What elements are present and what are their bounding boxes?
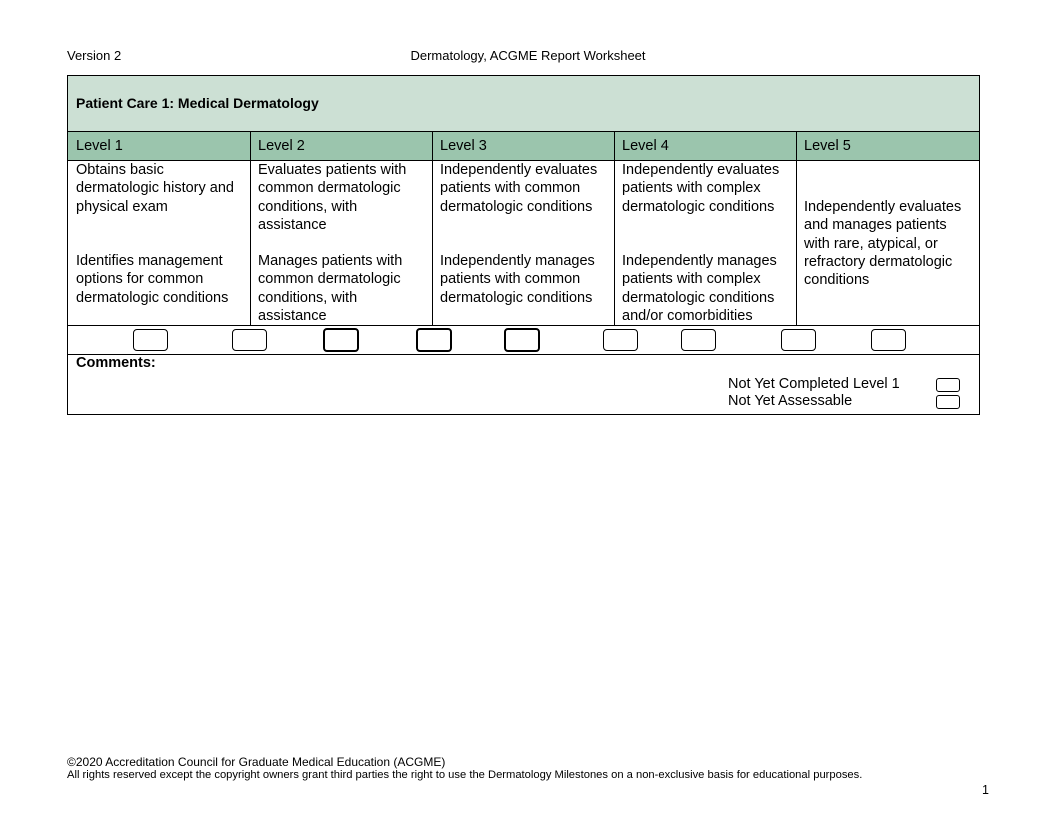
rating-checkbox-2[interactable] [232,329,267,351]
level-1-milestone-evaluate: Obtains basic dermatologic history and physical exam [76,162,234,215]
rating-checkbox-3[interactable] [323,328,359,352]
page-number: 1 [982,783,989,797]
rating-checkbox-6[interactable] [603,329,638,351]
level-4-header: Level 4 [622,138,669,154]
row-divider [68,325,979,326]
column-divider [796,132,797,325]
level-3-header: Level 3 [440,138,487,154]
level-5-milestone: Independently evaluates and manages patients with rare, atypical, or refractory dermatologic conditions [804,199,962,289]
column-divider [250,132,251,325]
milestone-table [67,75,980,415]
version-label: Version 2 [67,48,122,63]
not-yet-assessable-checkbox[interactable] [936,395,960,409]
level-2-milestone-manage: Manages patients with common dermatologic conditions, with assistance [258,253,403,324]
level-2-milestone-evaluate: Evaluates patients with common dermatologic conditions, with assistance [258,162,407,233]
rights-notice: All rights reserved except the copyright owners grant third parties the right to use the Dermatology Milestones on a non-exclusive basis for educational purposes. [67,769,863,781]
rating-checkbox-7[interactable] [681,329,716,351]
rating-checkbox-4[interactable] [416,328,452,352]
level-3-milestone-evaluate: Independently evaluates patients with common dermatologic conditions [440,162,598,215]
copyright-notice: ©2020 Accreditation Council for Graduate Medical Education (ACGME) [67,755,446,769]
worksheet-title: Dermatology, ACGME Report Worksheet [410,48,646,63]
rating-checkbox-1[interactable] [133,329,168,351]
column-divider [432,132,433,325]
level-5-header: Level 5 [804,138,851,154]
not-yet-assessable-label: Not Yet Assessable [728,393,853,409]
subcompetency-title: Patient Care 1: Medical Dermatology [76,95,319,111]
rating-checkbox-9[interactable] [871,329,906,351]
subcompetency-title-band [68,76,979,132]
row-divider [68,354,979,355]
level-1-header: Level 1 [76,138,123,154]
not-yet-completed-label: Not Yet Completed Level 1 [728,376,900,392]
level-3-milestone-manage: Independently manages patients with common dermatologic conditions [440,253,595,306]
column-divider [614,132,615,325]
level-2-header: Level 2 [258,138,305,154]
level-1-milestone-manage: Identifies management options for common dermatologic conditions [76,253,229,306]
level-4-milestone-evaluate: Independently evaluates patients with complex dermatologic conditions [622,162,780,215]
rating-checkbox-5[interactable] [504,328,540,352]
not-yet-completed-checkbox[interactable] [936,378,960,392]
level-4-milestone-manage: Independently manages patients with complex dermatologic conditions and/or comorbidities [622,253,777,324]
comments-label: Comments: [76,355,156,371]
rating-checkbox-8[interactable] [781,329,816,351]
level-header-row [68,132,979,161]
